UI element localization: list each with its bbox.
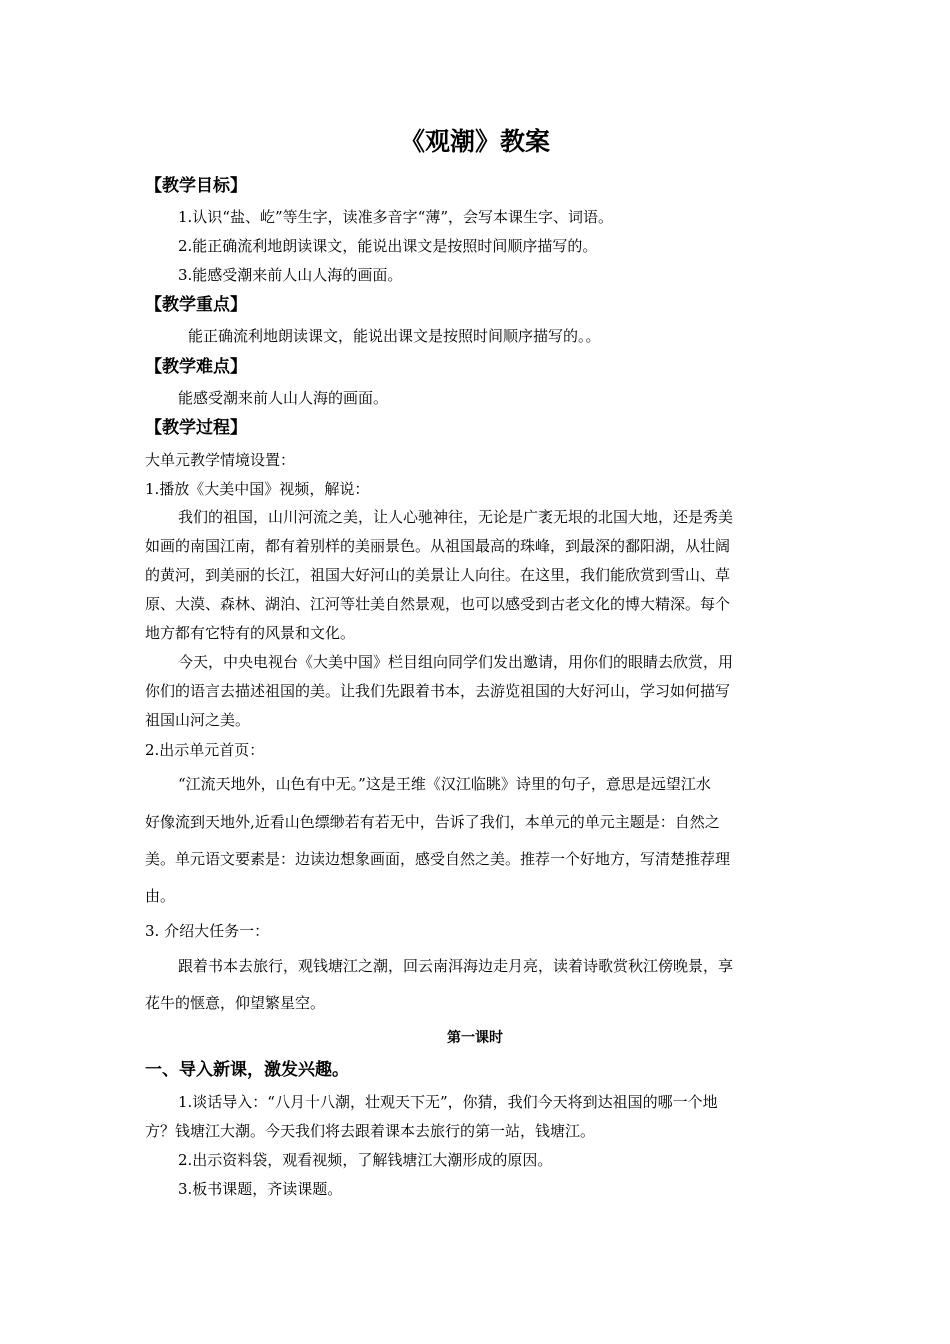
process-setting: 大单元教学情境设置：	[145, 451, 296, 469]
para2-line-2: 你们的语言去描述祖国的美。让我们先跟着书本，去游览祖国的大好河山，学习如何描写	[145, 682, 731, 700]
para1-line-2: 如画的南国江南，都有着别样的美丽景色。从祖国最高的珠峰，到最深的鄱阳湖，从壮阔	[145, 537, 731, 555]
para1-line-1: 我们的祖国，山川河流之美，让人心驰神往，无论是广袤无垠的北国大地，还是秀美	[178, 508, 734, 526]
lesson-item-1: 1.谈话导入：“八月十八潮，壮观天下无”，你猜，我们今天将到达祖国的哪一个地	[178, 1093, 718, 1111]
section-heading-1: 一、导入新课，激发兴趣。	[145, 1060, 349, 1080]
difficulty-heading: 【教学难点】	[145, 357, 247, 377]
process-step-2: 2.出示单元首页：	[145, 741, 265, 759]
para3-line-3: 美。单元语文要素是：边读边想象画面，感受自然之美。推荐一个好地方，写清楚推荐理	[145, 850, 731, 868]
key-point-text: 能正确流利地朗读课文，能说出课文是按照时间顺序描写的。。	[188, 327, 601, 345]
goal-item-3: 3.能感受潮来前人山人海的画面。	[178, 266, 403, 284]
lesson-item-3: 3.板书课题，齐读课题。	[178, 1180, 343, 1198]
process-heading: 【教学过程】	[145, 418, 247, 438]
lesson-item-1-cont: 方？钱塘江大潮。今天我们将去跟着课本去旅行的第一站，钱塘江。	[145, 1122, 596, 1140]
process-step-1: 1.播放《大美中国》视频，解说：	[145, 480, 370, 498]
difficulty-text: 能感受潮来前人山人海的画面。	[178, 389, 389, 407]
lesson-label: 第一课时	[447, 1030, 503, 1046]
para4-line-1: 跟着书本去旅行，观钱塘江之潮，回云南洱海边走月亮，读着诗歌赏秋江傍晚景，享	[178, 957, 734, 975]
lesson-item-2: 2.出示资料袋，观看视频，了解钱塘江大潮形成的原因。	[178, 1151, 553, 1169]
document-title: 《观潮》教案	[399, 127, 550, 156]
para3-line-4: 由。	[145, 887, 176, 905]
para4-line-2: 花牛的惬意，仰望繁星空。	[145, 994, 326, 1012]
process-step-3: 3. 介绍大任务一：	[145, 922, 270, 940]
para1-line-4: 原、大漠、森林、湖泊、江河等壮美自然景观，也可以感受到古老文化的博大精深。每个	[145, 595, 731, 613]
para3-line-1: “江流天地外，山色有中无。”这是王维《汉江临眺》诗里的句子，意思是远望江水	[178, 775, 711, 793]
para1-line-5: 地方都有它特有的风景和文化。	[145, 624, 356, 642]
goals-heading: 【教学目标】	[145, 176, 247, 196]
goal-item-2: 2.能正确流利地朗读课文，能说出课文是按照时间顺序描写的。	[178, 237, 598, 255]
key-point-heading: 【教学重点】	[145, 295, 247, 315]
goal-item-1: 1.认识“盐、屹”等生字，读准多音字“薄”，会写本课生字、词语。	[178, 208, 613, 226]
para2-line-3: 祖国山河之美。	[145, 711, 251, 729]
para3-line-2: 好像流到天地外,近看山色缥缈若有若无中，告诉了我们，本单元的单元主题是：自然之	[145, 813, 720, 831]
para1-line-3: 的黄河，到美丽的长江，祖国大好河山的美景让人向往。在这里，我们能欣赏到雪山、草	[145, 566, 731, 584]
para2-line-1: 今天，中央电视台《大美中国》栏目组向同学们发出邀请，用你们的眼睛去欣赏，用	[178, 653, 734, 671]
